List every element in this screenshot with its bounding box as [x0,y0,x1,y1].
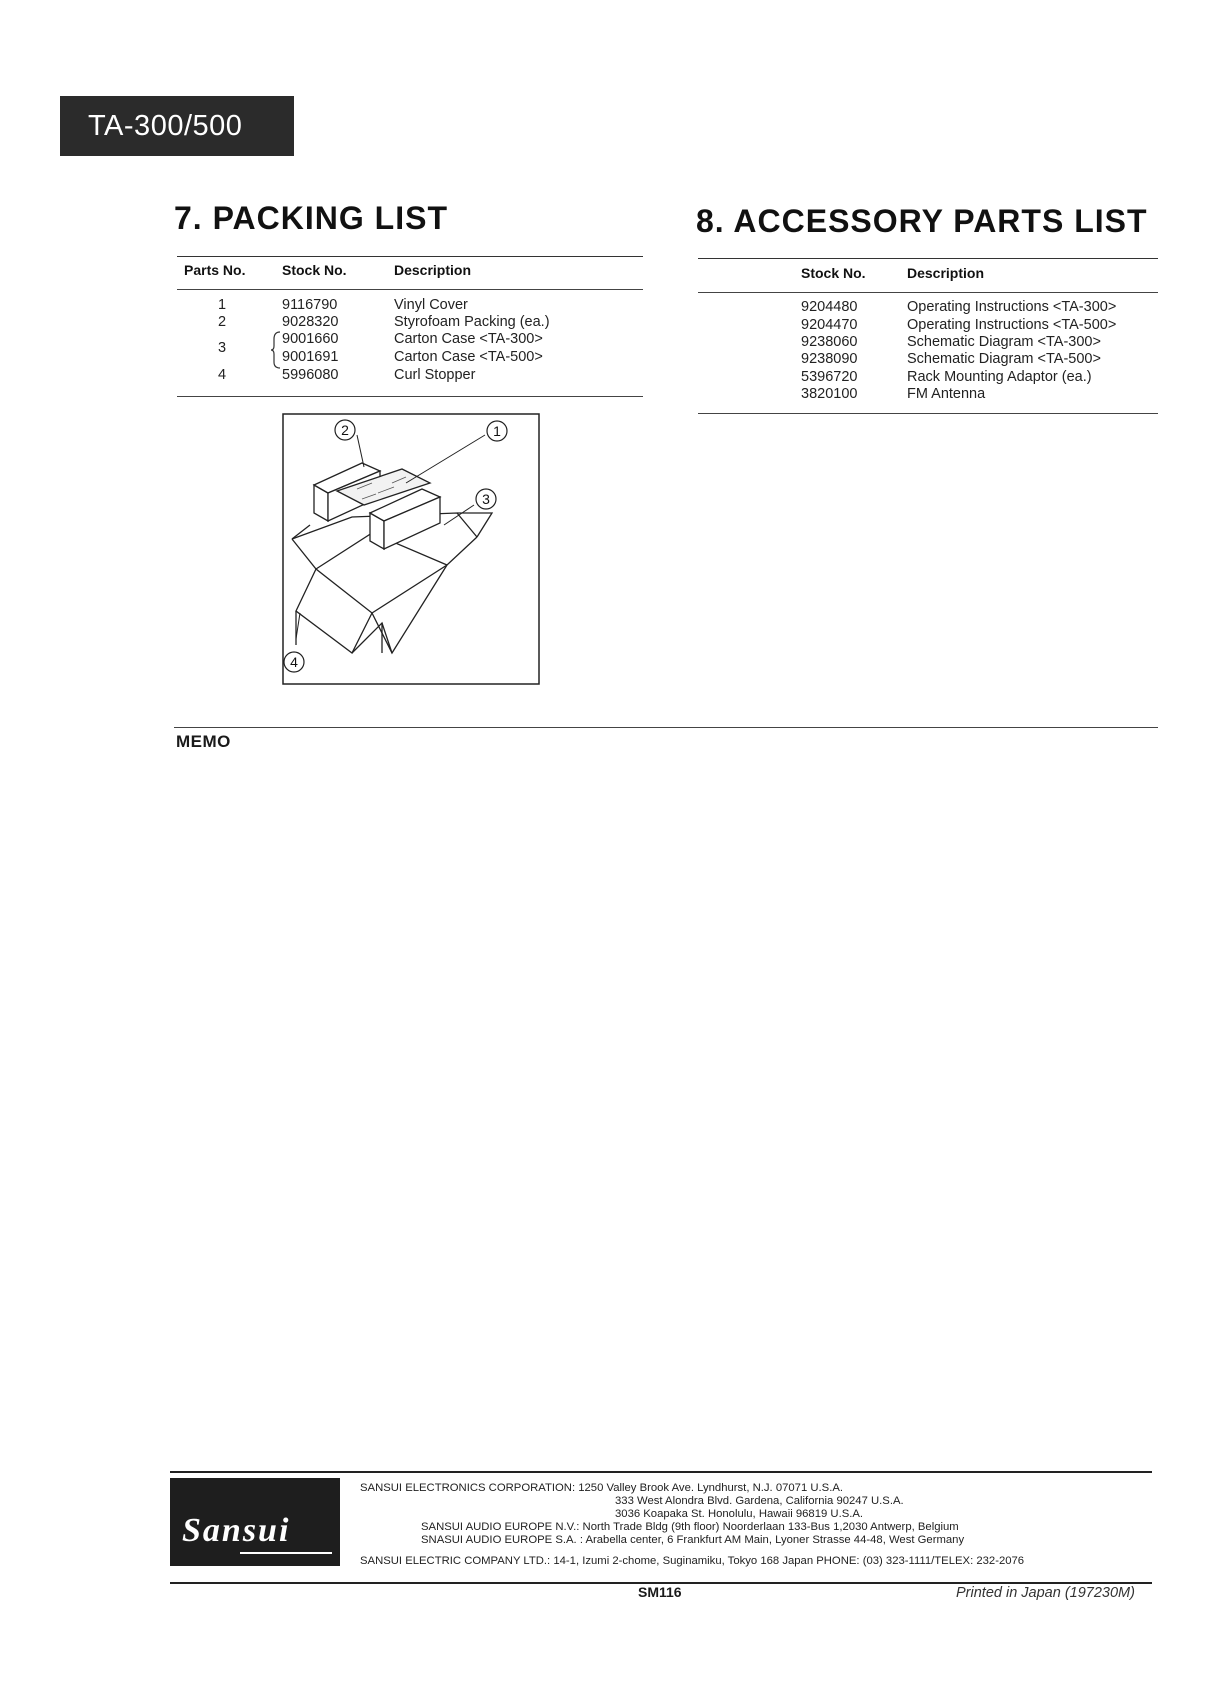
accessory-row-1-description: Operating Instructions <TA-300> [907,299,1117,315]
packing-row-1-stock: 9116790 [282,297,338,313]
callout-4 [284,652,304,672]
packing-row-4-stock: 5996080 [282,367,339,383]
packing-row-2-description: Styrofoam Packing (ea.) [394,314,550,330]
document-code: SM116 [638,1584,682,1600]
accessory-row-1-stock: 9204480 [801,299,858,315]
packing-row-1-description: Vinyl Cover [394,297,468,313]
packing-bottom-rule [177,396,643,397]
accessory-row-2-description: Operating Instructions <TA-500> [907,317,1117,333]
packing-top-rule [177,256,643,257]
packing-list-title: 7. PACKING LIST [174,200,448,236]
memo-rule [174,727,1158,728]
callout-2 [335,420,355,440]
accessory-list-title: 8. ACCESSORY PARTS LIST [696,203,1148,239]
packing-row-3b-stock: 9001691 [282,349,339,365]
accessory-row-3-stock: 9238060 [801,334,858,350]
callout-1-label: 1 [493,423,501,439]
packing-row-3-part: 3 [218,340,227,356]
accessory-header-description: Description [907,265,985,281]
packing-row-3a-stock: 9001660 [282,331,339,347]
address-line-4: SANSUI AUDIO EUROPE N.V.: North Trade Bldg (9th floor) Noorderlaan 133-Bus 1,2030 Antwerp, Belgium [421,1521,959,1533]
packing-header-parts-no: Parts No. [184,262,246,278]
logo-text: Sansui [182,1512,291,1549]
packing-row-3a-description: Carton Case <TA-300> [394,331,543,347]
callout-3 [476,489,496,509]
accessory-header-rule [698,292,1158,293]
packing-row-3b-description: Carton Case <TA-500> [394,349,543,365]
logo-underline [240,1552,332,1554]
callout-1 [487,421,507,441]
packing-row-2-stock: 9028320 [282,314,339,330]
packing-header-description: Description [394,262,472,278]
address-line-1: SANSUI ELECTRONICS CORPORATION: 1250 Valley Brook Ave. Lyndhurst, N.J. 07071 U.S.A. [360,1482,844,1494]
printed-in: Printed in Japan (197230M) [956,1585,1135,1601]
address-line-5: SNASUI AUDIO EUROPE S.A. : Arabella center, 6 Frankfurt AM Main, Lyoner Strasse 44-48, West Germany [421,1534,965,1546]
accessory-row-5-stock: 5396720 [801,369,858,385]
accessory-row-3-description: Schematic Diagram <TA-300> [907,334,1101,350]
packing-brace [270,331,282,369]
accessory-row-5-description: Rack Mounting Adaptor (ea.) [907,369,1092,385]
callout-2-label: 2 [341,422,349,438]
packing-header-stock-no: Stock No. [282,262,347,278]
accessory-row-4-description: Schematic Diagram <TA-500> [907,351,1101,367]
accessory-header-stock-no: Stock No. [801,265,866,281]
packing-row-4-description: Curl Stopper [394,367,476,383]
callout-4-label: 4 [290,654,298,670]
accessory-row-4-stock: 9238090 [801,351,858,367]
footer-top-rule [170,1471,1152,1473]
packing-illustration [282,413,540,685]
accessory-top-rule [698,258,1158,259]
address-line-6: SANSUI ELECTRIC COMPANY LTD.: 14-1, Izumi 2-chome, Suginamiku, Tokyo 168 Japan PHONE: (03) 323-1111/TELEX: 232-2076 [360,1555,1025,1567]
accessory-row-2-stock: 9204470 [801,317,858,333]
accessory-row-6-description: FM Antenna [907,386,986,402]
accessory-row-6-stock: 3820100 [801,386,858,402]
callout-3-label: 3 [482,491,490,507]
address-line-2: 333 West Alondra Blvd. Gardena, California 90247 U.S.A. [615,1495,904,1507]
sansui-logo [170,1478,340,1566]
memo-label: MEMO [176,732,231,751]
model-tag: TA-300/500 [60,96,294,156]
packing-row-4-part: 4 [218,367,227,383]
packing-row-1-part: 1 [218,297,227,313]
accessory-bottom-rule [698,413,1158,414]
packing-header-rule [177,289,643,290]
address-line-3: 3036 Koapaka St. Honolulu, Hawaii 96819 U.S.A. [615,1508,864,1520]
packing-row-2-part: 2 [218,314,227,330]
